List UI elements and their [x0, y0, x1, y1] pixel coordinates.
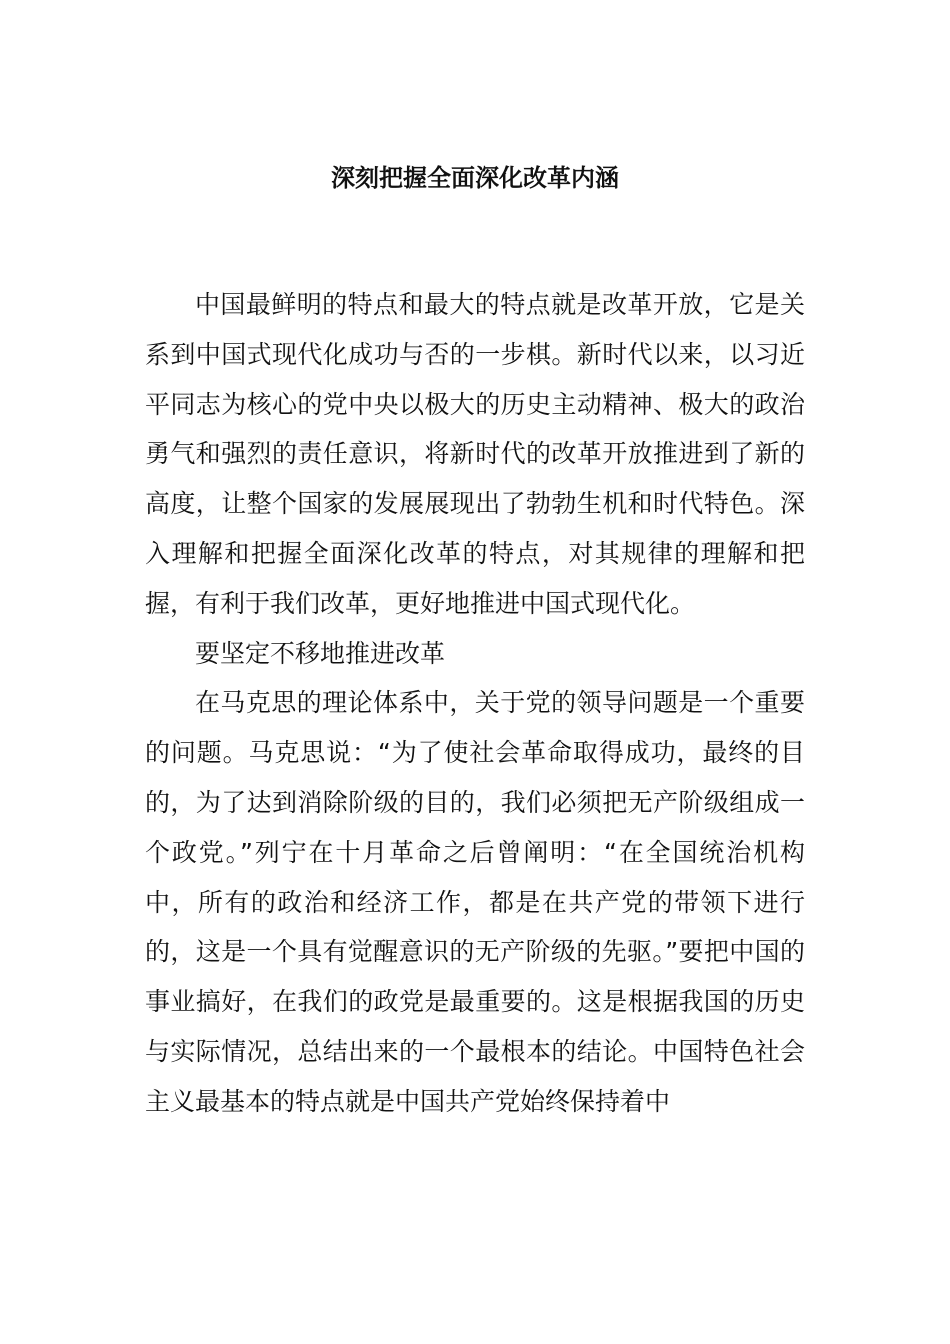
paragraph-party-leadership: 在马克思的理论体系中，关于党的领导问题是一个重要的问题。马克思说：“为了使社会革命取得成功，最终的目的，为了达到消除阶级的目的，我们必须把无产阶级组成一个政党。”列宁在十月革命之后曾阐明：“在全国统治机构中，所有的政治和经济工作，都是在共产党的带领下进行的，这是一个具有觉醒意识的无产阶级的先驱。”要把中国的事业搞好，在我们的政党是最重要的。这是根据我国的历史与实际情况，总结出来的一个最根本的结论。中国特色社会主义最基本的特点就是中国共产党始终保持着中 [145, 688, 805, 1116]
document-title: 深刻把握全面深化改革内涵 [331, 164, 619, 192]
paragraph-intro: 中国最鲜明的特点和最大的特点就是改革开放，它是关系到中国式现代化成功与否的一步棋。新时代以来，以习近平同志为核心的党中央以极大的历史主动精神、极大的政治勇气和强烈的责任意识，将新时代的改革开放推进到了新的高度，让整个国家的发展展现出了勃勃生机和时代特色。深入理解和把握全面深化改革的特点，对其规律的理解和把握，有利于我们改革，更好地推进中国式现代化。 [145, 290, 805, 618]
document-body [145, 280, 805, 1127]
section-heading: 要坚定不移地推进改革 [195, 638, 446, 668]
